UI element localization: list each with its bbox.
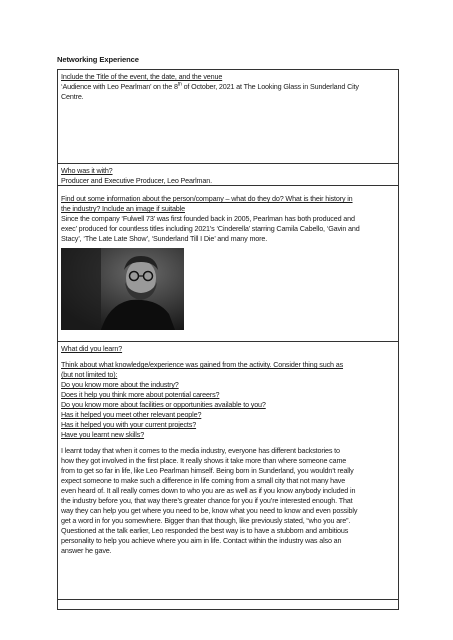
- event-details-cont: Centre.: [61, 92, 84, 101]
- question-item: Has it helped you meet other relevant people?: [61, 410, 202, 419]
- empty-cell: [58, 600, 398, 609]
- page-heading: Networking Experience: [57, 55, 139, 64]
- learned-cell: [58, 342, 398, 600]
- think-line: (but not limited to):: [61, 370, 118, 379]
- answer-line: personality to help you achieve where you aim in life. Contact within the industry was also an: [61, 536, 342, 545]
- who-answer: Producer and Executive Producer, Leo Pearlman.: [61, 176, 212, 185]
- question-item: Do you know more about facilities or opportunities available to you?: [61, 400, 266, 409]
- date-suffix: th: [177, 82, 182, 88]
- answer-line: Questioned at the talk earlier, Leo responded the best way is to have a stubborn and ambitious: [61, 526, 349, 535]
- learned-prompt: What did you learn?: [61, 344, 123, 353]
- event-prompt: Include the Title of the event, the date, and the venue: [61, 72, 223, 81]
- answer-line: way they can help you get where you need to be, know what you need to know and even possibly: [61, 506, 358, 515]
- answer-line: get a word in for you somewhere. Bigger than that though, like previously stated, “who you are”.: [61, 516, 351, 525]
- answer-line: I learnt today that when it comes to the media industry, everyone has different backstories to: [61, 446, 340, 455]
- who-prompt: Who was it with?: [61, 166, 113, 175]
- research-prompt-line: the industry? Include an image if suitable: [61, 204, 185, 213]
- research-cell: [58, 186, 398, 342]
- answer-line: how they got involved in the first place. It really shows it take more than where someone came: [61, 456, 347, 465]
- answer-line: answer he gave.: [61, 546, 112, 555]
- research-answer-line: Stacy’, ‘The Late Late Show’, ‘Sunderland Till I Die’ and many more.: [61, 234, 268, 243]
- question-item: Have you learnt new skills?: [61, 430, 145, 439]
- answer-line: the industry before you, that way there’s greater chance for you if you’re interested enough. That: [61, 496, 353, 505]
- question-item: Does it help you think more about potential careers?: [61, 390, 220, 399]
- answer-line: from to get so far in life, like Leo Pearlman himself. Being born in Sunderland, you wouldn’t really: [61, 466, 354, 475]
- event-title-text: ‘Audience with Leo Pearlman’ on the 8: [61, 82, 178, 91]
- leo-pearlman-photo: [61, 248, 184, 330]
- portrait-image: [61, 248, 184, 330]
- question-item: Has it helped you with your current projects?: [61, 420, 197, 429]
- event-details: [61, 82, 395, 92]
- research-answer-line: exec’ produced for countless titles including 2021’s ‘Cinderella’ starring Camila Cabello, ‘Gavin and: [61, 224, 360, 233]
- experience-table: [57, 69, 399, 610]
- answer-line: expect someone to make such a difference in life coming from a small city that not many have: [61, 476, 346, 485]
- answer-line: even heard of. It all really comes down to who you are as well as if you know anybody included in: [61, 486, 356, 495]
- research-answer-line: Since the company ‘Fulwell 73’ was first founded back in 2005, Pearlman has both produced and: [61, 214, 355, 223]
- event-venue-text: of October, 2021 at The Looking Glass in Sunderland City: [181, 82, 359, 91]
- research-prompt-line: Find out some information about the person/company – what do they do? What is their history in: [61, 194, 353, 203]
- think-line: Think about what knowledge/experience was gained from the activity. Consider thing such as: [61, 360, 344, 369]
- who-cell: [58, 164, 398, 186]
- question-item: Do you know more about the industry?: [61, 380, 179, 389]
- event-cell: [58, 70, 398, 164]
